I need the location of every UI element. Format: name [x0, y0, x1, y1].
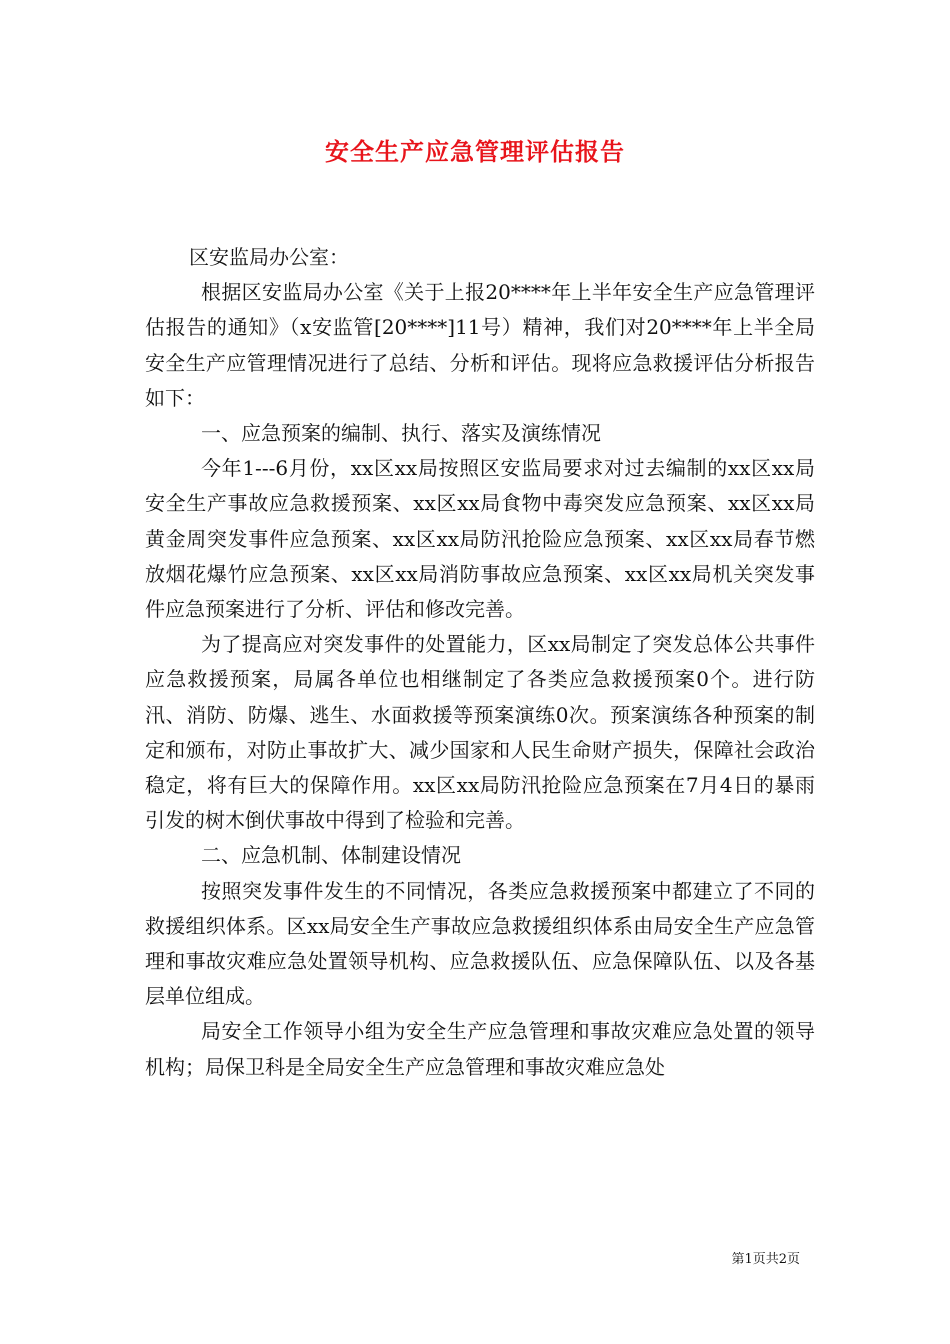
document-title: 安全生产应急管理评估报告 [325, 137, 625, 166]
paragraph-leadership: 局安全工作领导小组为安全生产应急管理和事故灾难应急处置的领导机构；局保卫科是全局安全生产应急管理和事故灾难应急处 [145, 1019, 815, 1079]
paragraph-plans-drills: 为了提高应对突发事件的处置能力，区xx局制定了突发总体公共事件应急救援预案，局属各单位也相继制定了各类应急救援预案0个。进行防汛、消防、防爆、逃生、水面救援等预案演练0次。预案演练各种预案的制定和颁布，对防止事故扩大、减少国家和人民生命财产损失，保障社会政治稳定，将有巨大的保障作用。xx区xx局防汛抢险应急预案在7月4日的暴雨引发的树木倒伏事故中得到了检验和完善。 [145, 632, 815, 833]
page-indicator: 第1页共2页 [731, 1252, 800, 1267]
section-heading-2: 二、应急机制、体制建设情况 [201, 843, 461, 868]
document-body [145, 240, 815, 1085]
paragraph-intro: 根据区安监局办公室《关于上报20****年上半年安全生产应急管理评估报告的通知》（x安监管[20****]11号）精神，我们对20****年上半全局安全生产应管理情况进行了总结、分析和评估。现将应急救援评估分析报告如下： [145, 280, 815, 410]
paragraph-plans-review: 今年1---6月份，xx区xx局按照区安监局要求对过去编制的xx区xx局安全生产事故应急救援预案、xx区xx局食物中毒突发应急预案、xx区xx局黄金周突发事件应急预案、xx区xx局防汛抢险应急预案、xx区xx局春节燃放烟花爆竹应急预案、xx区xx局消防事故应急预案、xx区xx局机关突发事件应急预案进行了分析、评估和修改完善。 [145, 456, 815, 622]
paragraph-organization: 按照突发事件发生的不同情况，各类应急救援预案中都建立了不同的救援组织体系。区xx局安全生产事故应急救援组织体系由局安全生产应急管理和事故灾难应急处置领导机构、应急救援队伍、应急保障队伍、以及各基层单位组成。 [145, 878, 815, 1009]
section-heading-1: 一、应急预案的编制、执行、落实及演练情况 [201, 421, 601, 446]
salutation: 区安监局办公室： [189, 245, 349, 269]
